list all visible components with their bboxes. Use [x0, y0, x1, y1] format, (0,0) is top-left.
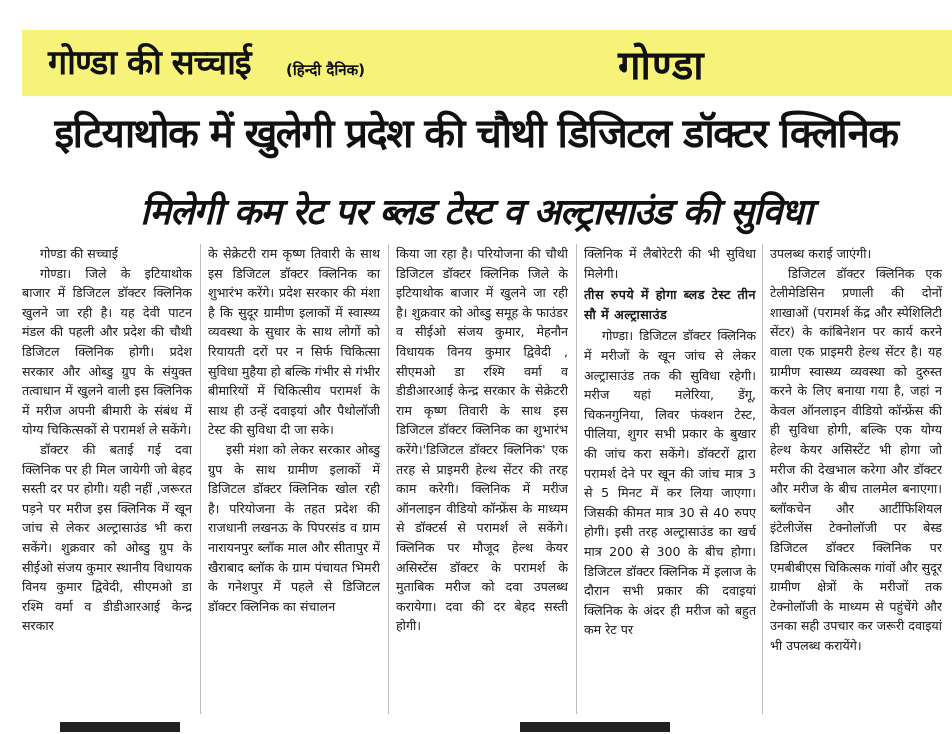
article-column-4: [584, 244, 756, 716]
cutoff-text-fragment: [60, 722, 180, 732]
paragraph: उपलब्ध कराई जाएंगी।: [770, 246, 872, 261]
column-divider: [762, 244, 763, 714]
article-column-5: [770, 244, 942, 716]
article-column-3: [396, 244, 568, 716]
paragraph: डिजिटल डॉक्टर क्लिनिक एक टेलीमेडिसिन प्रणाली की दोनों शाखाओं (परामर्श केंद्र और स्पेशिलिटी सेंटर) के कांबिनेशन पर कार्य करने वाला एक प्राइमरी हेल्थ सेंटर है। यह ग्रामीण स्वास्थ्य व्यवस्था को दुरुस्त करने के लिए बनाया गया है, जहां न केवल ऑनलाइन वीडियो कॉन्फ्रेंस की ही सुविधा होगी, बल्कि एक योग्य हेल्थ केयर असिस्टेंट भी होगा जो मरीज की देखभाल करेगा और डॉक्टर और मरीज के बीच तालमेल बनाएगा। ब्लॉकचेन और आर्टीफिशियल इंटेलीजेंस टेक्नोलॉजी पर बेस्ड डिजिटल डॉक्टर क्लिनिक पर एमबीबीएस चिकित्सक गांवों और सुदूर ग्रामीण क्षेत्रों के मरीजों तक टेक्नोलॉजी के माध्यम से पहुंचेंगे और उनका सही उपचार कर जरूरी दवाइयां भी उपलब्ध करायेंगे।: [770, 265, 942, 653]
paragraph: डॉक्टर की बताई गई दवा क्लिनिक पर ही मिल जायेगी जो बेहद सस्ती दर पर होगी। यही नहीं ,जरूरत पड़ने पर मरीज इस क्लिनिक में खून जांच से लेकर अल्ट्रासाउंड भी करा सकेंगे। शुक्रवार को ओब्डु ग्रुप के सीईओ संजय कुमार स्थानीय विधायक विनय कुमार द्विवेदी, सीएमओ डा रश्मि वर्मा व डीडीआरआई केन्द्र सरकार: [22, 441, 192, 634]
byline: गोण्डा की सच्चाई: [40, 246, 118, 261]
paragraph: गोण्डा। जिले के इटियाथोक बाजार में डिजिटल डॉक्टर क्लिनिक खुलने जा रही है। यह देवी पाटन मंडल की पहली और प्रदेश की चौथी डिजिटल क्लिनिक होगी। प्रदेश सरकार और ओब्डु ग्रुप के संयुक्त तत्वाधान में खुलने वाली इस क्लिनिक में मरीज अपनी बीमारी के संबंध में योग्य चिकित्सकों से परामर्श ले सकेंगे।: [22, 265, 192, 438]
column-divider: [200, 244, 201, 714]
paper-name: गोण्डा की सच्चाई: [48, 43, 251, 83]
article-column-1: [22, 244, 192, 716]
cutoff-text-fragment: [520, 722, 670, 732]
article-body: [22, 244, 942, 716]
paragraph: क्लिनिक में लैबोरेटरी की भी सुविधा मिलेगी।: [584, 246, 756, 281]
column-divider: [576, 244, 577, 714]
headline: इटियाथोक में खुलेगी प्रदेश की चौथी डिजिटल डॉक्टर क्लिनिक: [54, 111, 898, 157]
subheading: तीस रुपये में होगा ब्लड टेस्ट तीन सौ में अल्ट्रासाउंड: [584, 287, 756, 322]
paragraph: के सेक्रेटरी राम कृष्ण तिवारी के साथ इस डिजिटल डॉक्टर क्लिनिक का शुभारंभ करेंगे। प्रदेश सरकार की मंशा है कि सुदूर ग्रामीण इलाकों में स्वास्थ्य व्यवस्था के सुधार के साथ लोगों को रियायती दरों पर न सिर्फ चिकित्सा सुविधा मुहैया हो बल्कि गंभीर से गंभीर बीमारियों में चिकित्सीय परामर्श के साथ ही उन्हें दवाइयां और पैथोलॉजी टेस्ट की सुविधा दी जा सके।: [208, 246, 380, 438]
article-column-2: [208, 244, 380, 716]
column-divider: [388, 244, 389, 714]
city-name: गोण्डा: [618, 43, 705, 89]
paragraph: किया जा रहा है। परियोजना की चौथी डिजिटल डॉक्टर क्लिनिक जिले के इटियाथोक बाजार में खुलने जा रही है। शुक्रवार को ओब्डु समूह के फाउंडर व सीईओ संजय कुमार, मेहनौन विधायक विनय कुमार द्विवेदी , सीएमओ डा रश्मि वर्मा व डीडीआरआई केन्द्र सरकार के सेक्रेटरी राम कृष्ण तिवारी के साथ इस डिजिटल डॉक्टर क्लिनिक का शुभारंभ करेंगे।'डिजिटल डॉक्टर क्लिनिक' एक तरह से प्राइमरी हेल्थ सेंटर की तरह काम करेगी। क्लिनिक में मरीज ऑनलाइन वीडियो कॉन्फ्रेंस के माध्यम से डॉक्टर्स से परामर्श ले सकेंगे। क्लिनिक पर मौजूद हेल्थ केयर असिस्टेंस डॉक्टर के परामर्श के मुताबिक मरीज को दवा उपलब्ध करायेगा। दवा की दर बेहद सस्ती होगी।: [396, 246, 568, 634]
paper-tagline: (हिन्दी दैनिक): [286, 61, 365, 79]
masthead: [22, 30, 952, 96]
top-strip: [0, 0, 952, 28]
next-article-cutoff: [0, 716, 952, 734]
paragraph: गोण्डा। डिजिटल डॉक्टर क्लिनिक में मरीजों के खून जांच से लेकर अल्ट्रासाउंड तक की सुविधा रहेगी। मरीज यहां मलेरिया, डेंगू, चिकनगुनिया, लिवर फंक्शन टेस्ट, पीलिया, शुगर सभी प्रकार के बुखार की जांच करा सकेंगे। डॉक्टरों द्वारा परामर्श देने पर खून की जांच मात्र 3 से 5 मिनट में कर लिया जाएगा। जिसकी कीमत मात्र 30 से 40 रुपए होगी। इसी तरह अल्ट्रासाउंड का खर्च मात्र 200 से 300 के बीच होगा। डिजिटल डॉक्टर क्लिनिक में इलाज के दौरान सभी प्रकार की दवाइयां क्लिनिक के अंदर ही मरीज को बहुत कम रेट पर: [584, 328, 756, 638]
paragraph: इसी मंशा को लेकर सरकार ओब्डु ग्रुप के साथ ग्रामीण इलाकों में डिजिटल डॉक्टर क्लिनिक खोल रही है। परियोजना के तहत प्रदेश की राजधानी लखनऊ के पिपरसंड व ग्राम नारायनपुर ब्लॉक माल और सीतापुर में खैराबाद ब्लॉक के ग्राम पंचायत भिमरी के गनेशपुर में पहले से डिजिटल डॉक्टर क्लिनिक का संचालन: [208, 441, 380, 614]
subheadline: मिलेगी कम रेट पर ब्लड टेस्ट व अल्ट्रासाउंड की सुविधा: [140, 192, 812, 233]
